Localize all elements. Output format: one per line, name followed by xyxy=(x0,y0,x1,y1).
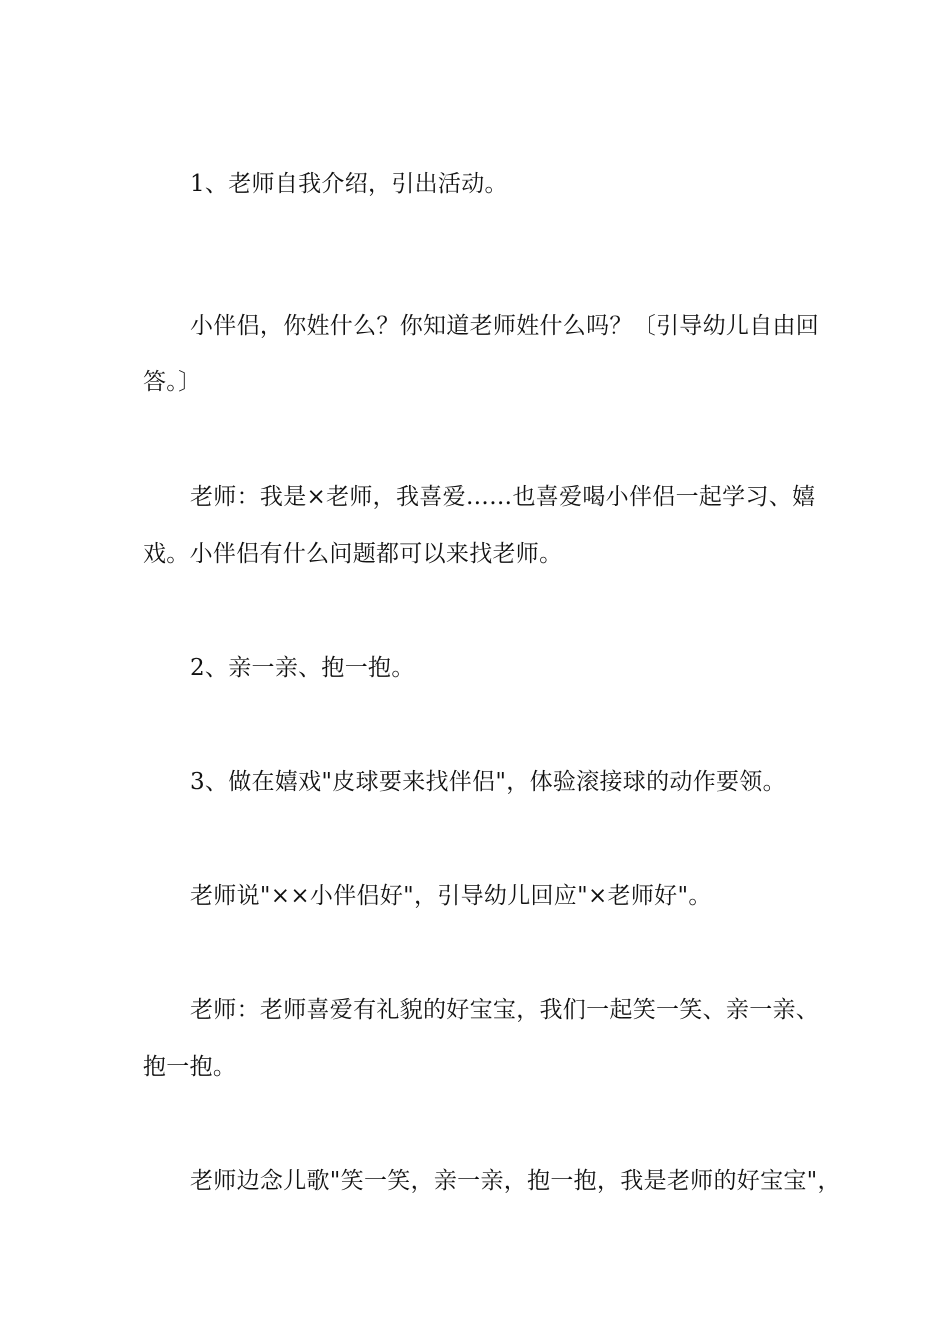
paragraph-5-line-1: 3、做在嬉戏"皮球要来找伴侣"，体验滚接球的动作要领。 xyxy=(190,769,786,795)
paragraph-2-line-1: 小伴侣，你姓什么？你知道老师姓什么吗？〔引导幼儿自由回 xyxy=(190,313,820,339)
paragraph-7-line-2: 抱一抱。 xyxy=(143,1054,237,1080)
paragraph-3-line-2: 戏。小伴侣有什么问题都可以来找老师。 xyxy=(143,541,563,567)
paragraph-1-line-1: 1、老师自我介绍，引出活动。 xyxy=(190,171,508,197)
paragraph-8-line-1: 老师边念儿歌"笑一笑，亲一亲，抱一抱，我是老师的好宝宝"， xyxy=(190,1168,841,1194)
paragraph-6-line-1: 老师说"××小伴侣好"，引导幼儿回应"×老师好"。 xyxy=(190,883,712,909)
paragraph-4-line-1: 2、亲一亲、抱一抱。 xyxy=(190,655,415,681)
paragraph-2-line-2: 答。〕 xyxy=(143,369,202,395)
paragraph-7-line-1: 老师：老师喜爱有礼貌的好宝宝，我们一起笑一笑、亲一亲、 xyxy=(190,997,820,1023)
paragraph-3-line-1: 老师：我是×老师，我喜爱……也喜爱喝小伴侣一起学习、嬉 xyxy=(190,484,816,510)
